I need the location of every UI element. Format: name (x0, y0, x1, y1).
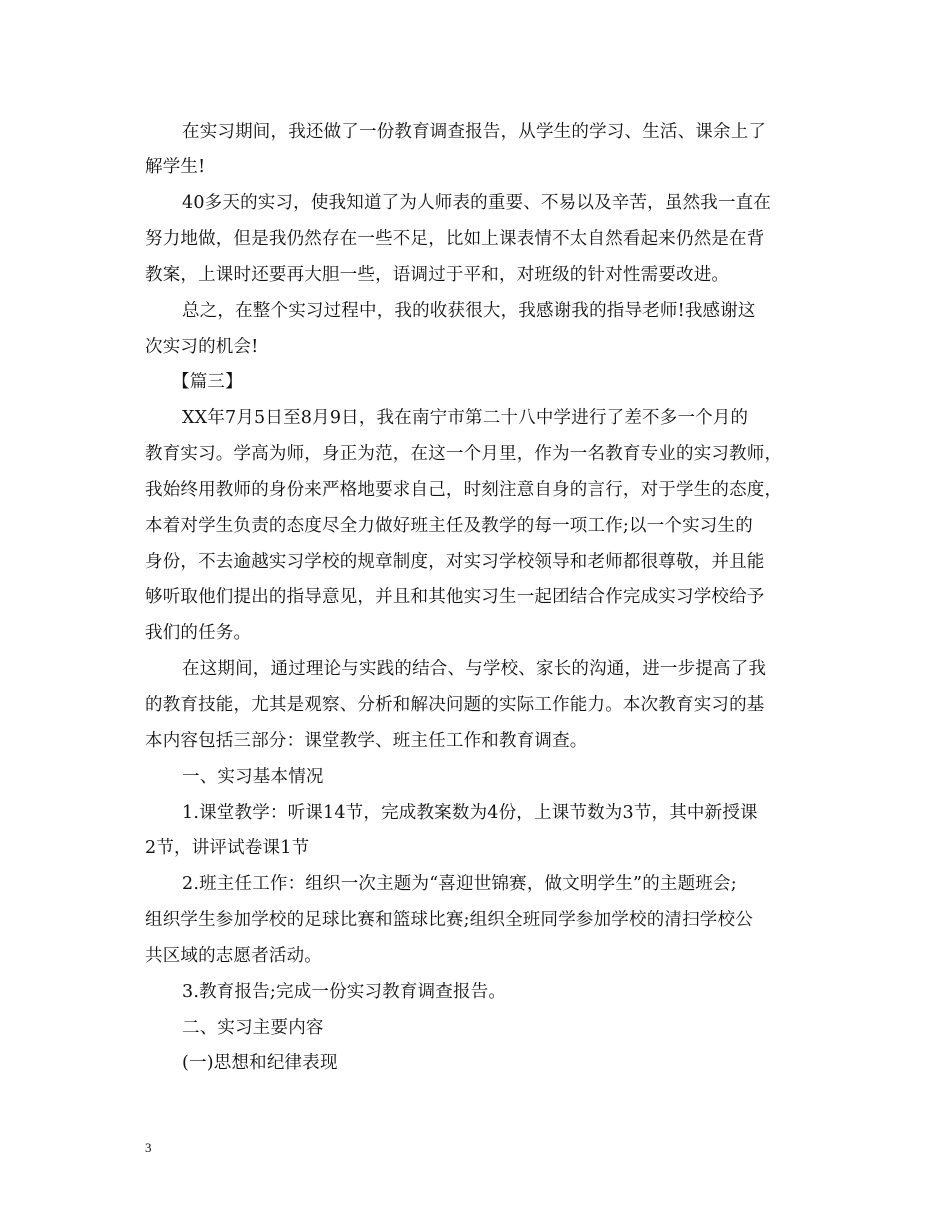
text-line: 教育实习。学高为师，身正为范，在这一个月里，作为一名教育专业的实习教师， (145, 444, 783, 464)
text-line: 身份，不去逾越实习学校的规章制度，对实习学校领导和老师都很尊敬，并且能 (145, 552, 765, 572)
text-line: 1.课堂教学：听课14节，完成教案数为4份，上课节数为3节，其中新授课 (182, 803, 758, 823)
text-line: XX年7月5日至8月9日，我在南宁市第二十八中学进行了差不多一个月的 (182, 408, 749, 428)
text-line: 本内容包括三部分：课堂教学、班主任工作和教育调查。 (145, 731, 588, 751)
text-line: 本着对学生负责的态度尽全力做好班主任及教学的每一项工作;以一个实习生的 (145, 516, 753, 536)
text-line: 3.教育报告;完成一份实习教育调查报告。 (182, 982, 507, 1002)
text-line: 2节，讲评试卷课1节 (145, 838, 310, 858)
text-line: 40多天的实习，使我知道了为人师表的重要、不易以及辛苦，虽然我一直在 (182, 193, 772, 213)
text-line: 2.班主任工作：组织一次主题为“喜迎世锦赛，做文明学生”的主题班会; (182, 874, 737, 894)
text-line: 够听取他们提出的指导意见，并且和其他实习生一起团结合作完成实习学校给予 (145, 587, 765, 607)
text-line: 解学生! (145, 157, 206, 177)
subheading: (一)思想和纪律表现 (182, 1053, 338, 1073)
text-line: 教案，上课时还要再大胆一些，语调过于平和，对班级的针对性需要改进。 (145, 265, 730, 285)
text-line: 的教育技能，尤其是观察、分析和解决问题的实际工作能力。本次教育实习的基 (145, 695, 765, 715)
text-line: 组织学生参加学校的足球比赛和篮球比赛;组织全班同学参加学校的清扫学校公 (145, 910, 753, 930)
text-line: 总之，在整个实习过程中，我的收获很大，我感谢我的指导老师!我感谢这 (182, 301, 756, 321)
page-number: 3 (145, 1140, 152, 1155)
text-line: 共区域的志愿者活动。 (145, 946, 322, 966)
subheading: 二、实习主要内容 (182, 1018, 324, 1038)
text-line: 努力地做，但是我仍然存在一些不足，比如上课表情不太自然看起来仍然是在背 (145, 229, 765, 249)
text-line: 我们的任务。 (145, 623, 252, 643)
text-line: 在这期间，通过理论与实践的结合、与学校、家长的沟通，进一步提高了我 (182, 659, 767, 679)
text-line: 我始终用教师的身份来严格地要求自己，时刻注意自身的言行，对于学生的态度， (145, 480, 783, 500)
section-heading: 【篇三】 (172, 372, 243, 392)
text-line: 次实习的机会! (145, 337, 259, 357)
text-line: 在实习期间，我还做了一份教育调查报告，从学生的学习、生活、课余上了 (182, 122, 767, 142)
subheading: 一、实习基本情况 (182, 767, 324, 787)
